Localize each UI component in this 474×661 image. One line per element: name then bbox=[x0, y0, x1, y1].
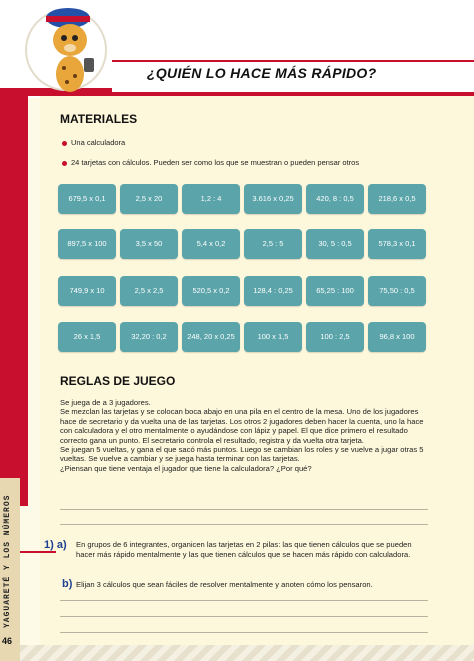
question-1b-text: Elijan 3 cálculos que sean fáciles de resolver mentalmente y anoten cómo los pensaron. bbox=[76, 580, 373, 589]
calc-card: 749,9 x 10 bbox=[58, 276, 116, 306]
rules-paragraph: Se mezclan las tarjetas y se colocan boca abajo en una pila en el centro de la mesa. Uno de los jugadores hace de secretario y da vuelta una de las tarjetas. Los otros 2 jugadores deben hacer la cuenta, uno la hace con calculadora y el otro mentalmente o ayudándose con lápiz y papel. El que dice primero el resultado correcto gana un punto. El secretario controla el resultado, registra y da vuelta otra tarjeta. bbox=[60, 407, 424, 445]
rules-text bbox=[60, 398, 428, 473]
calc-card: 96,8 x 100 bbox=[368, 322, 426, 352]
answer-line bbox=[60, 524, 428, 525]
calc-card: 520,5 x 0,2 bbox=[182, 276, 240, 306]
materials-item-text: 24 tarjetas con cálculos. Pueden ser como los que se muestran o pueden pensar otros bbox=[71, 158, 360, 167]
calc-card: 5,4 x 0,2 bbox=[182, 229, 240, 259]
calc-card: 128,4 : 0,25 bbox=[244, 276, 302, 306]
page-title: ¿QUIÉN LO HACE MÁS RÁPIDO? bbox=[147, 65, 377, 81]
materials-item-text: Una calculadora bbox=[71, 138, 126, 147]
side-book-label: YAGUARETÉ Y LOS NÚMEROS bbox=[3, 494, 12, 629]
calc-card: 218,6 x 0,5 bbox=[368, 184, 426, 214]
bullet-icon bbox=[62, 161, 67, 166]
answer-line bbox=[60, 509, 428, 510]
answer-line bbox=[60, 600, 428, 601]
calc-card: 2,5 x 2,5 bbox=[120, 276, 178, 306]
rules-paragraph: Se juegan 5 vueltas, y gana el que sacó más puntos. Luego se cambian los roles y se vuelve a jugar otras 5 vueltas. Se vuelve a cambiar y se juega hasta terminar con las tarjetas. bbox=[60, 445, 424, 464]
question-marker bbox=[20, 551, 56, 553]
calc-card: 2,5 : 5 bbox=[244, 229, 302, 259]
calc-card: 248, 20 x 0,25 bbox=[182, 322, 240, 352]
jaguar-mascot-icon bbox=[20, 4, 116, 96]
rules-heading: REGLAS DE JUEGO bbox=[60, 374, 176, 388]
bullet-icon bbox=[62, 141, 67, 146]
content-area bbox=[40, 96, 474, 645]
calc-card: 32,20 : 0,2 bbox=[120, 322, 178, 352]
calc-card: 679,5 x 0,1 bbox=[58, 184, 116, 214]
page-number: 46 bbox=[2, 636, 13, 646]
calc-card: 897,5 x 100 bbox=[58, 229, 116, 259]
answer-line bbox=[60, 616, 428, 617]
rules-paragraph: ¿Piensan que tiene ventaja el jugador que tiene la calculadora? ¿Por qué? bbox=[60, 463, 312, 473]
bottom-pattern-band bbox=[20, 645, 474, 661]
calc-card: 1,2 : 4 bbox=[182, 184, 240, 214]
materials-heading: MATERIALES bbox=[60, 112, 138, 126]
materials-item-cards bbox=[62, 158, 359, 167]
calc-card: 2,5 x 20 bbox=[120, 184, 178, 214]
calc-card: 65,25 : 100 bbox=[306, 276, 364, 306]
calc-card: 420, 8 : 0,5 bbox=[306, 184, 364, 214]
calc-card: 3.616 x 0,25 bbox=[244, 184, 302, 214]
question-1a-label: 1) a) bbox=[44, 539, 67, 551]
calc-card: 30, 5 : 0,5 bbox=[306, 229, 364, 259]
calc-card: 26 x 1,5 bbox=[58, 322, 116, 352]
calc-card: 100 : 2,5 bbox=[306, 322, 364, 352]
calc-card: 75,50 : 0,5 bbox=[368, 276, 426, 306]
materials-item-calculator bbox=[62, 138, 125, 147]
answer-line bbox=[60, 632, 428, 633]
left-red-column bbox=[0, 96, 28, 506]
question-1a-text: En grupos de 6 integrantes, organicen las tarjetas en 2 pilas: las que tienen cálculos que se pueden hacer más rápido mentalmente y las que tienen cálculos que se hacen más rápido con calculadora. bbox=[76, 540, 412, 559]
calc-card: 3,5 x 50 bbox=[120, 229, 178, 259]
question-1b-label: b) bbox=[62, 578, 73, 590]
calc-card: 100 x 1,5 bbox=[244, 322, 302, 352]
calc-card: 578,3 x 0,1 bbox=[368, 229, 426, 259]
rules-paragraph: Se juega de a 3 jugadores. bbox=[60, 398, 151, 407]
